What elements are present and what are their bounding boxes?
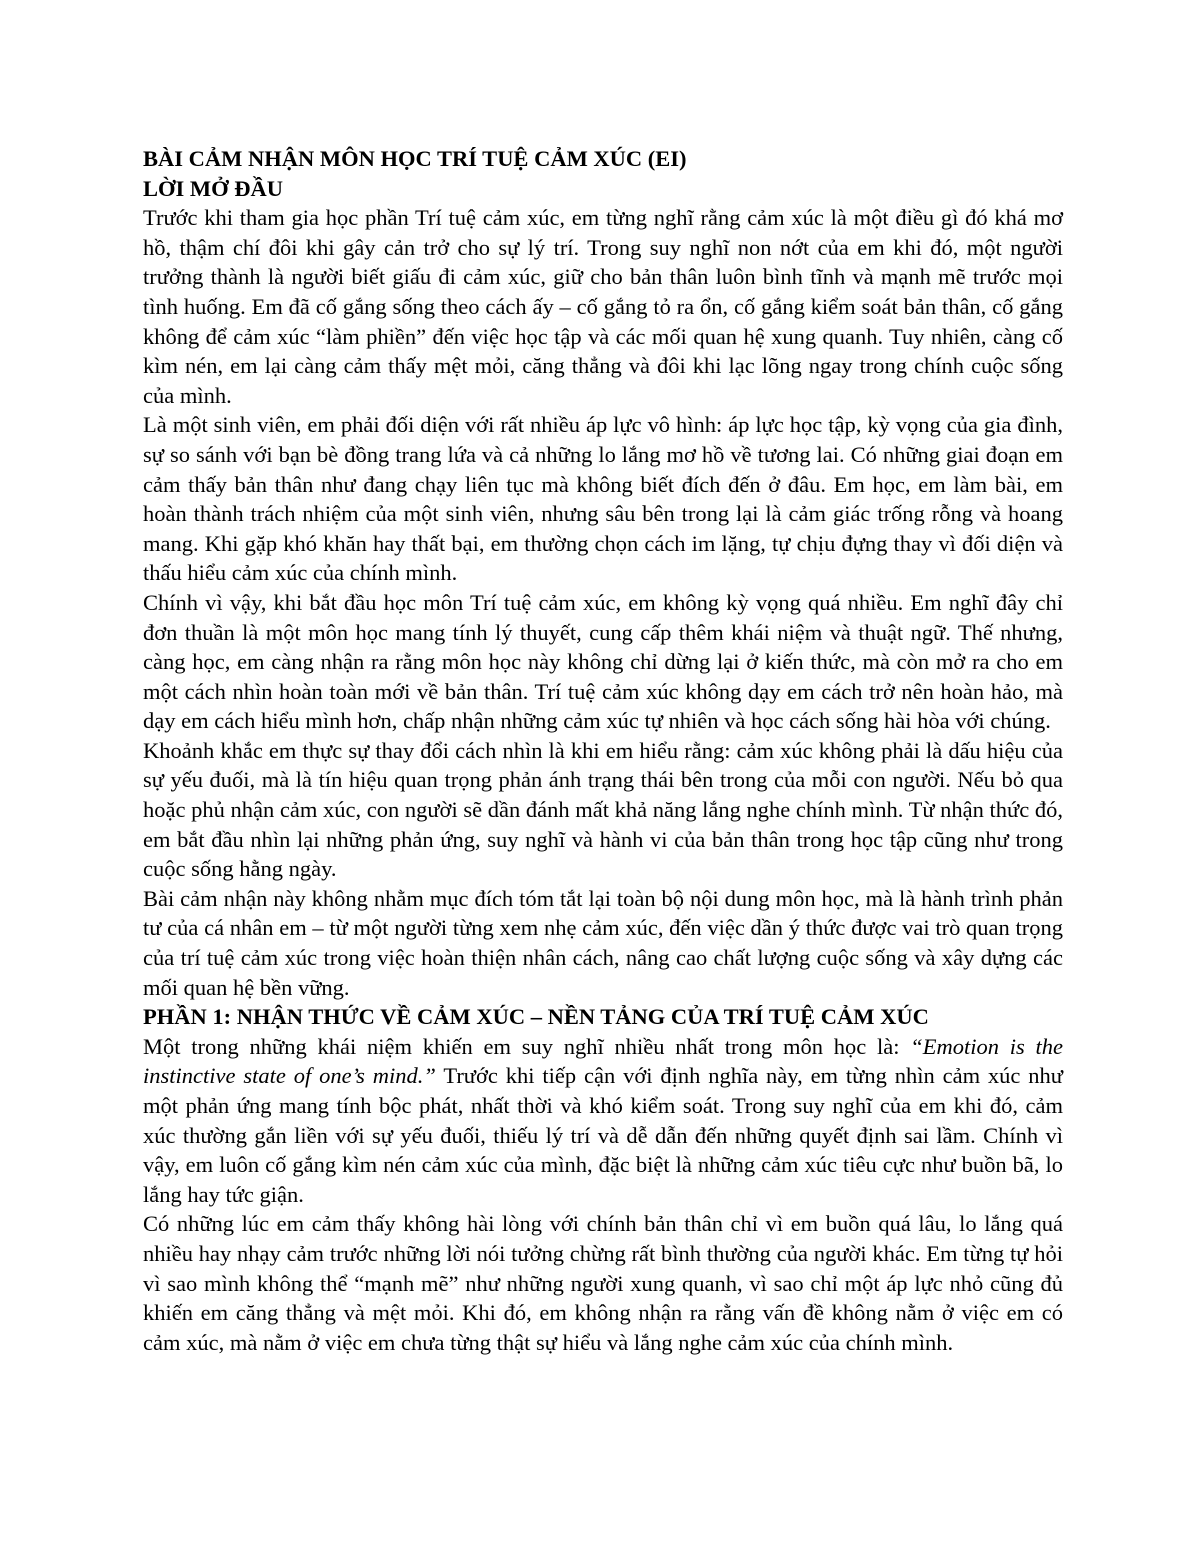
intro-paragraph-5: Bài cảm nhận này không nhằm mục đích tóm tắt lại toàn bộ nội dung môn học, mà là hành trình phản tư của cá nhân em – từ một người từng xem nhẹ cảm xúc, đến việc dần ý thức được vai trò quan trọng của trí tuệ cảm xúc trong việc hoàn thiện nhân cách, nâng cao chất lượng cuộc sống và xây dựng các mối quan hệ bền vững. <box>143 885 1063 1000</box>
intro-paragraph-3: Chính vì vậy, khi bắt đầu học môn Trí tuệ cảm xúc, em không kỳ vọng quá nhiều. Em nghĩ đây chỉ đơn thuần là một môn học mang tính lý thuyết, cung cấp thêm khái niệm và thuật ngữ. Thế nhưng, càng học, em càng nhận ra rằng môn học này không chỉ dừng lại ở kiến thức, mà còn mở ra cho em một cách nhìn hoàn toàn mới về bản thân. Trí tuệ cảm xúc không dạy em cách trở nên hoàn hảo, mà dạy em cách hiểu mình hơn, chấp nhận những cảm xúc tự nhiên và học cách sống hài hòa với chúng. <box>143 589 1063 734</box>
part1-paragraph-1-lead: Một trong những khái niệm khiến em suy nghĩ nhiều nhất trong môn học là: <box>143 1033 911 1059</box>
intro-heading: LỜI MỞ ĐẦU <box>143 175 283 201</box>
part1-paragraph-2: Có những lúc em cảm thấy không hài lòng với chính bản thân chỉ vì em buồn quá lâu, lo lắng quá nhiều hay nhạy cảm trước những lời nói tưởng chừng rất bình thường của người khác. Em từng tự hỏi vì sao mình không thể “mạnh mẽ” như những người xung quanh, vì sao chỉ một áp lực nhỏ cũng đủ khiến em căng thẳng và mệt mỏi. Khi đó, em không nhận ra rằng vấn đề không nằm ở việc em có cảm xúc, mà nằm ở việc em chưa từng thật sự hiểu và lắng nghe cảm xúc của chính mình. <box>143 1211 1063 1355</box>
intro-paragraph-2: Là một sinh viên, em phải đối diện với rất nhiều áp lực vô hình: áp lực học tập, kỳ vọng của gia đình, sự so sánh với bạn bè đồng trang lứa và cả những lo lắng mơ hồ về tương lai. Có những giai đoạn em cảm thấy bản thân như đang chạy liên tục mà không biết đích đến ở đâu. Em học, em làm bài, em hoàn thành trách nhiệm của một sinh viên, nhưng sâu bên trong lại là cảm giác trống rỗng và hoang mang. Khi gặp khó khăn hay thất bại, em thường chọn cách im lặng, tự chịu đựng thay vì đối diện và thấu hiểu cảm xúc của chính mình. <box>143 412 1063 586</box>
part1-paragraph-1 <box>143 1032 1063 1210</box>
document-title: BÀI CẢM NHẬN MÔN HỌC TRÍ TUỆ CẢM XÚC (EI) <box>143 146 687 171</box>
emotion-definition-quote: “Emotion is the instinctive state of one’s mind.” <box>143 1033 1063 1089</box>
intro-paragraph-1: Trước khi tham gia học phần Trí tuệ cảm xúc, em từng nghĩ rằng cảm xúc là một điều gì đó khá mơ hồ, thậm chí đôi khi gây cản trở cho sự lý trí. Trong suy nghĩ non nớt của em khi đó, một người trưởng thành là người biết giấu đi cảm xúc, giữ cho bản thân luôn bình tĩnh và mạnh mẽ trước mọi tình huống. Em đã cố gắng sống theo cách ấy – cố gắng tỏ ra ổn, cố gắng kiểm soát bản thân, cố gắng không để cảm xúc “làm phiền” đến việc học tập và các mối quan hệ xung quanh. Tuy nhiên, càng cố kìm nén, em lại càng cảm thấy mệt mỏi, căng thẳng và đôi khi lạc lõng ngay trong chính cuộc sống của mình. <box>143 205 1063 408</box>
document-page <box>143 144 1063 1357</box>
part1-heading: PHẦN 1: NHẬN THỨC VỀ CẢM XÚC – NỀN TẢNG CỦA TRÍ TUỆ CẢM XÚC <box>143 1004 929 1030</box>
part1-paragraph-1-rest: Trước khi tiếp cận với định nghĩa này, em từng nhìn cảm xúc như một phản ứng mang tính bộc phát, nhất thời và khó kiểm soát. Trong suy nghĩ của em khi đó, cảm xúc thường gắn liền với sự yếu đuối, thiếu lý trí và dễ dẫn đến những quyết định sai lầm. Chính vì vậy, em luôn cố gắng kìm nén cảm xúc của mình, đặc biệt là những cảm xúc tiêu cực như buồn bã, lo lắng hay tức giận. <box>143 1063 1063 1207</box>
intro-paragraph-4: Khoảnh khắc em thực sự thay đổi cách nhìn là khi em hiểu rằng: cảm xúc không phải là dấu hiệu của sự yếu đuối, mà là tín hiệu quan trọng phản ánh trạng thái bên trong của mỗi con người. Nếu bỏ qua hoặc phủ nhận cảm xúc, con người sẽ dần đánh mất khả năng lắng nghe chính mình. Từ nhận thức đó, em bắt đầu nhìn lại những phản ứng, suy nghĩ và hành vi của bản thân trong học tập cũng như trong cuộc sống hằng ngày. <box>143 737 1063 882</box>
